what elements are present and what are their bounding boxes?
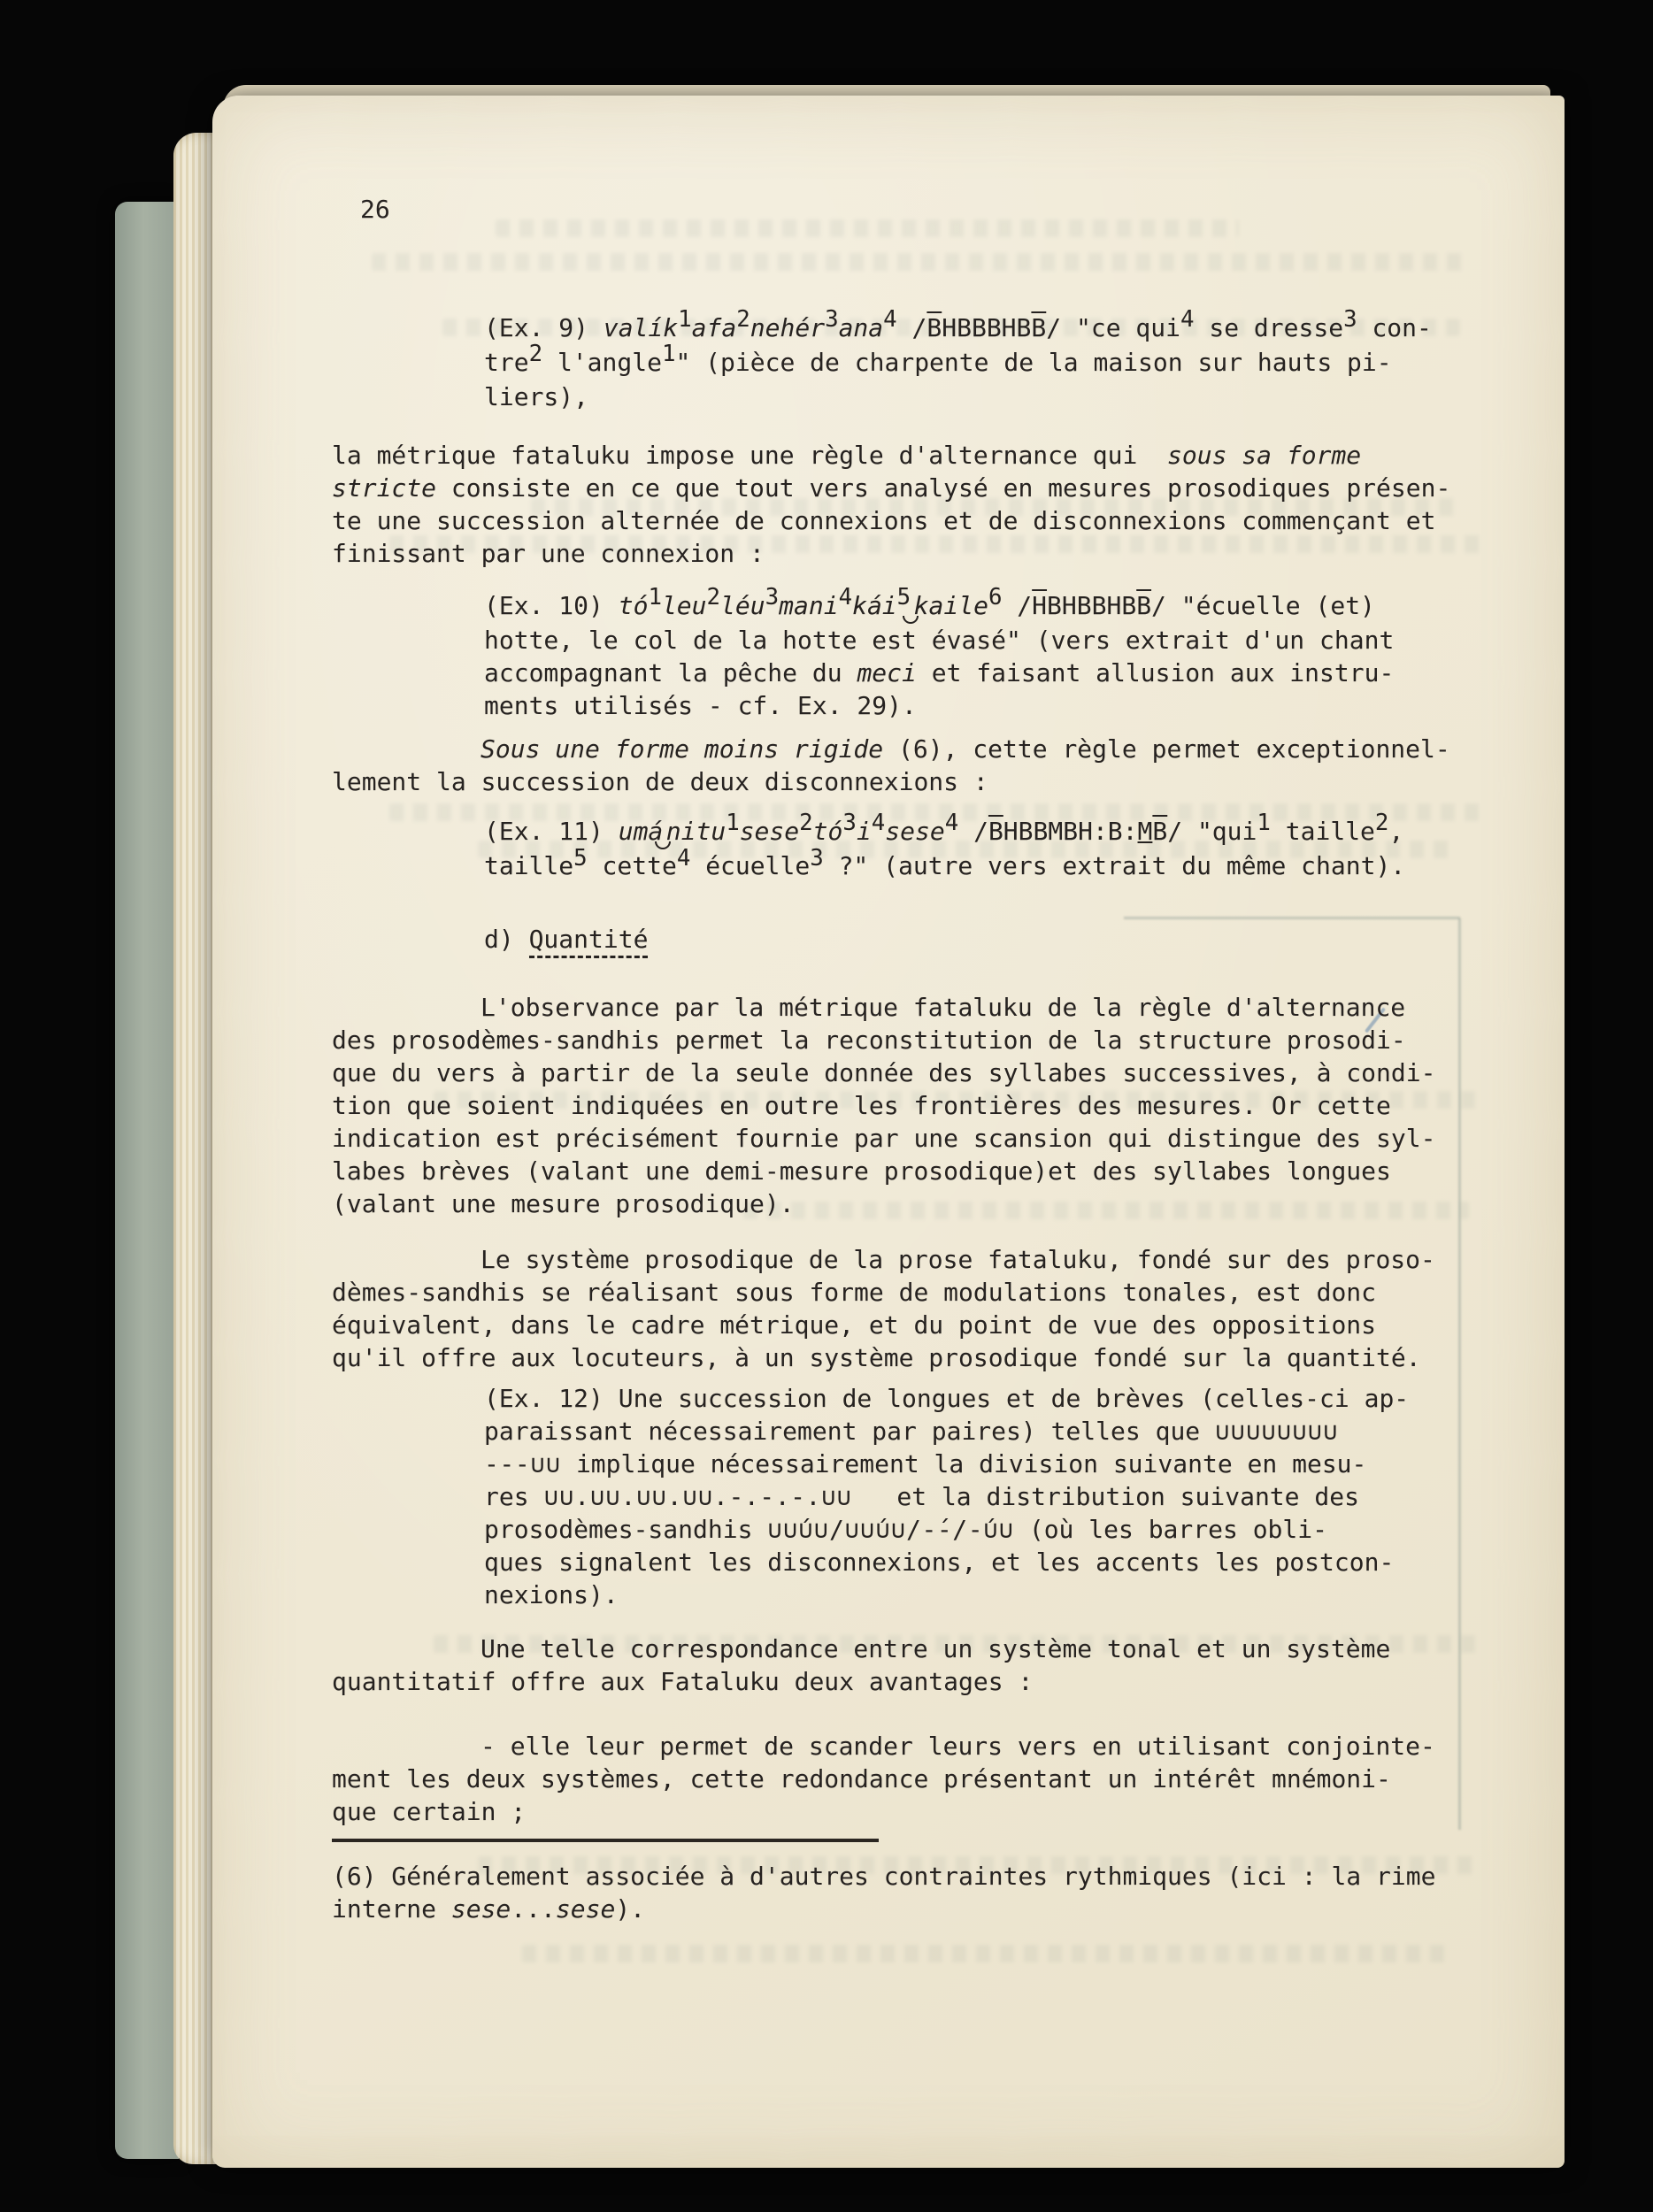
text-line: te une succession alternée de connexions et de disconnexions commençant et: [332, 506, 1436, 535]
systeme-paragraph: [332, 1243, 1482, 1374]
text-line: res ∪∪.∪∪.∪∪.∪∪.-.-.-.∪∪ et la distribution suivante des: [484, 1482, 1359, 1512]
page-content: [332, 96, 1482, 1925]
text-line: hotte, le col de la hotte est évasé" (vers extrait d'un chant: [484, 626, 1395, 656]
text-line: ment les deux systèmes, cette redondance présentant un intérêt mnémoni-: [332, 1764, 1391, 1794]
text-line: stricte consiste en ce que tout vers analysé en mesures prosodiques présen-: [332, 473, 1451, 503]
book-cover-edge: [115, 202, 179, 2159]
text-line: (valant une mesure prosodique).: [332, 1189, 795, 1219]
text-line: ---∪∪ implique nécessairement la division suivante en mesu-: [484, 1449, 1367, 1479]
text-line: que certain ;: [332, 1797, 527, 1827]
text-line: qu'il offre aux locuteurs, à un système prosodique fondé sur la quantité.: [332, 1343, 1421, 1373]
text-line: (Ex. 12) Une succession de longues et de brèves (celles-ci ap-: [484, 1384, 1410, 1414]
text-line: paraissant nécessairement par paires) telles que ∪∪∪∪∪∪∪∪: [484, 1417, 1339, 1447]
text-line: la métrique fataluku impose une règle d'alternance qui sous sa forme: [332, 441, 1362, 470]
text-line: (6) Généralement associée à d'autres contraintes rythmiques (ici : la rime: [332, 1862, 1436, 1892]
text-line: labes brèves (valant une demi-mesure prosodique)et des syllabes longues: [332, 1156, 1391, 1187]
text-line: quantitatif offre aux Fataluku deux avantages :: [332, 1667, 1034, 1697]
text-line: équivalent, dans le cadre métrique, et du point de vue des oppositions: [332, 1310, 1377, 1340]
paper-page: [212, 96, 1565, 2168]
text-line: d) Quantité: [484, 923, 1482, 956]
correspondance-paragraph: [332, 1632, 1482, 1698]
text-line: que du vers à partir de la seule donnée des syllabes successives, à condi-: [332, 1058, 1436, 1088]
text-line: lement la succession de deux disconnexions :: [332, 767, 988, 797]
avantage-item: [332, 1730, 1482, 1828]
text-line: Le système prosodique de la prose fataluku, fondé sur des proso-: [481, 1245, 1435, 1275]
example-11: [484, 810, 1482, 884]
text-line: tion que soient indiquées en outre les frontières des mesures. Or cette: [332, 1091, 1391, 1121]
exception-paragraph: [332, 733, 1482, 798]
text-line: (Ex. 11) umá nitu1sese2tó3i4sese4 $/\overline{B}HBBMBH:B:M\overline{B}/$ "qui1 taille2,: [484, 815, 1482, 849]
text-line: des prosodèmes-sandhis permet la reconstitution de la structure prosodi-: [332, 1025, 1406, 1056]
text-line: prosodèmes-sandhis ∪∪́∪∪/∪∪́∪∪/-́-/-́∪∪ (où les barres obli-: [484, 1515, 1327, 1545]
text-line: - elle leur permet de scander leurs vers en utilisant conjointe-: [481, 1732, 1435, 1762]
page-number: 26: [360, 195, 390, 224]
text-line: dèmes-sandhis se réalisant sous forme de modulations tonales, est donc: [332, 1278, 1377, 1308]
text-line: Sous une forme moins rigide (6), cette règle permet exceptionnel-: [481, 734, 1450, 764]
text-line: interne sese...sese).: [332, 1894, 646, 1924]
bleedthrough-text: [522, 1945, 1451, 1962]
text-line: L'observance par la métrique fataluku de la règle d'alternance: [481, 993, 1406, 1023]
text-line: ques signalent les disconnexions, et les accents les postcon-: [484, 1548, 1395, 1578]
text-line: nexions).: [484, 1580, 619, 1610]
footnote: [332, 1839, 1482, 1925]
text-line: indication est précisément fournie par une scansion qui distingue des syl-: [332, 1124, 1436, 1154]
text-line: Une telle correspondance entre un système tonal et un système: [481, 1634, 1391, 1664]
example-10: [484, 584, 1482, 722]
example-12: [484, 1382, 1482, 1611]
text-line: accompagnant la pêche du meci et faisant allusion aux instru-: [484, 658, 1395, 688]
footnote-rule: [332, 1839, 879, 1842]
text-line: tre2 l'angle1" (pièce de charpente de la maison sur hauts pi-: [484, 341, 1392, 377]
text-line: (Ex. 9) valík1afa2nehér3ana4 $/\overline{B}HBBBHB\overline{B}/$ "ce qui4 se dresse3 con-: [484, 306, 1432, 342]
text-line: finissant par une connexion :: [332, 539, 765, 568]
observance-paragraph: [332, 991, 1482, 1220]
text-line: ments utilisés - cf. Ex. 29).: [484, 691, 917, 721]
text-line: (Ex. 10) tó1leu2léu3mani4kái5 kaile6 $/\overline{H}BHBBHB\overline{B}/$ "écuelle (et): [484, 589, 1482, 624]
example-9: [484, 306, 1482, 413]
rule-alternance-paragraph: [332, 439, 1482, 570]
text-line: taille5 cette4 écuelle3 ?" (autre vers extrait du même chant).: [484, 844, 1406, 881]
text-line: liers),: [484, 382, 589, 411]
section-heading-quantite: [484, 923, 1482, 956]
